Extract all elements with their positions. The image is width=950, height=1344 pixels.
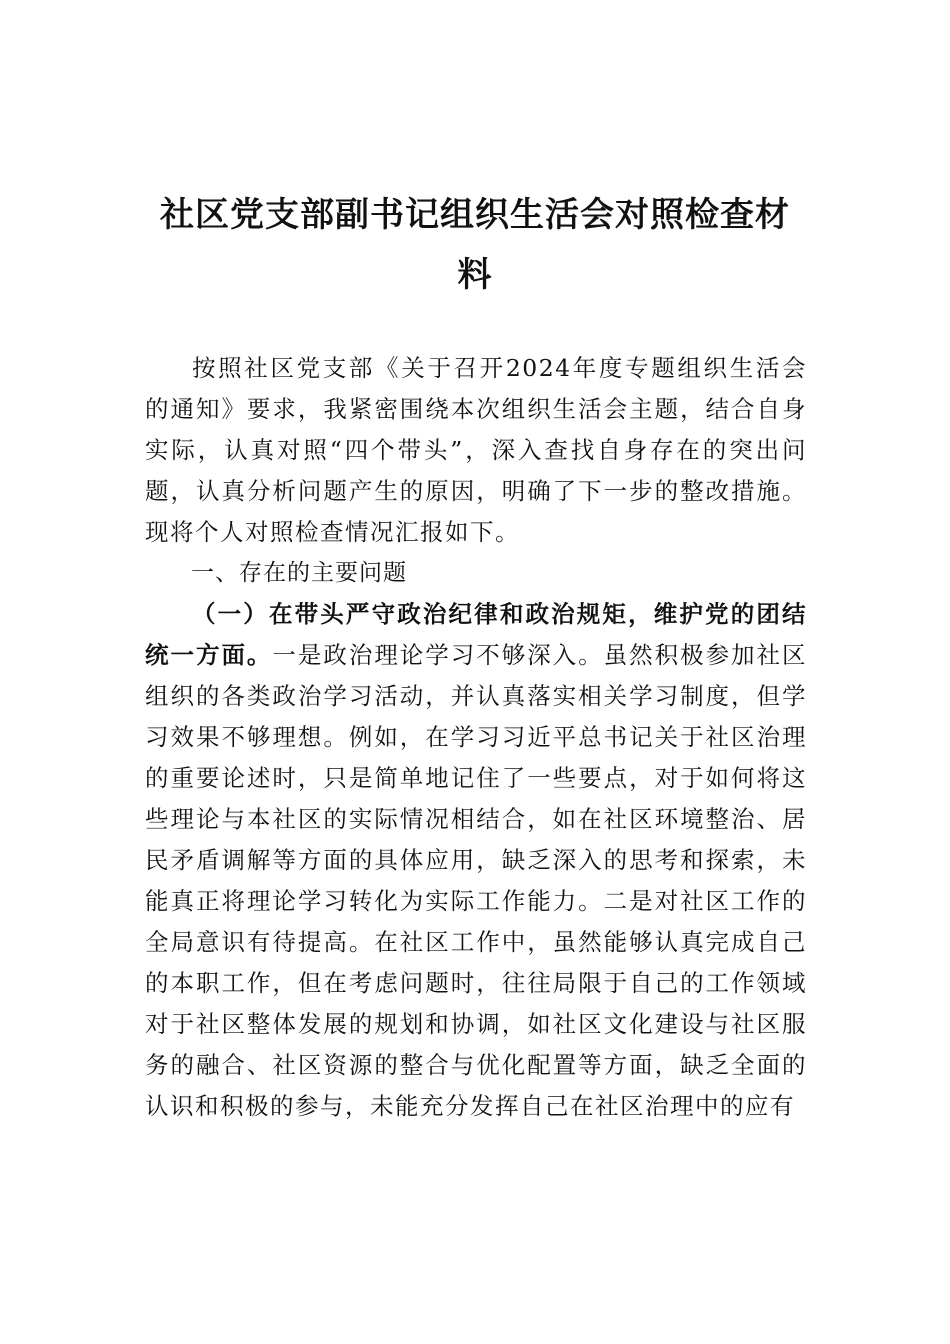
section-heading: 一、存在的主要问题 [191, 560, 407, 586]
intro-paragraph: 按照社区党支部《关于召开2024年度专题组织生活会的通知》要求，我紧密围绕本次组织生活会主题，结合自身实际，认真对照“四个带头”，深入查找自身存在的突出问题，认真分析问题产生的原因，明确了下一步的整改措施。现将个人对照检查情况汇报如下。 [145, 354, 807, 546]
subsection-heading: （一）在带头严守政治纪律和政治规矩，维护党的团结统一方面。 [145, 600, 807, 669]
subsection-text: 一是政治理论学习不够深入。虽然积极参加社区组织的各类政治学习活动，并认真落实相关学习制度，但学习效果不够理想。例如，在学习习近平总书记关于社区治理的重要论述时，只是简单地记住了一些要点，对于如何将这些理论与本社区的实际情况相结合，如在社区环境整治、居民矛盾调解等方面的具体应用，缺乏深入的思考和探索，未能真正将理论学习转化为实际工作能力。二是对社区工作的全局意识有待提高。在社区工作中，虽然能够认真完成自己的本职工作，但在考虑问题时，往往局限于自己的工作领域对于社区整体发展的规划和协调，如社区文化建设与社区服务的融合、社区资源的整合与优化配置等方面，缺乏全面的认识和积极的参与，未能充分发挥自己在社区治理中的应有 [145, 641, 808, 1120]
document-title: 社区党支部副书记组织生活会对照检查材料 [160, 194, 790, 295]
subsection-paragraph [145, 594, 807, 1127]
document-body [145, 348, 807, 1127]
